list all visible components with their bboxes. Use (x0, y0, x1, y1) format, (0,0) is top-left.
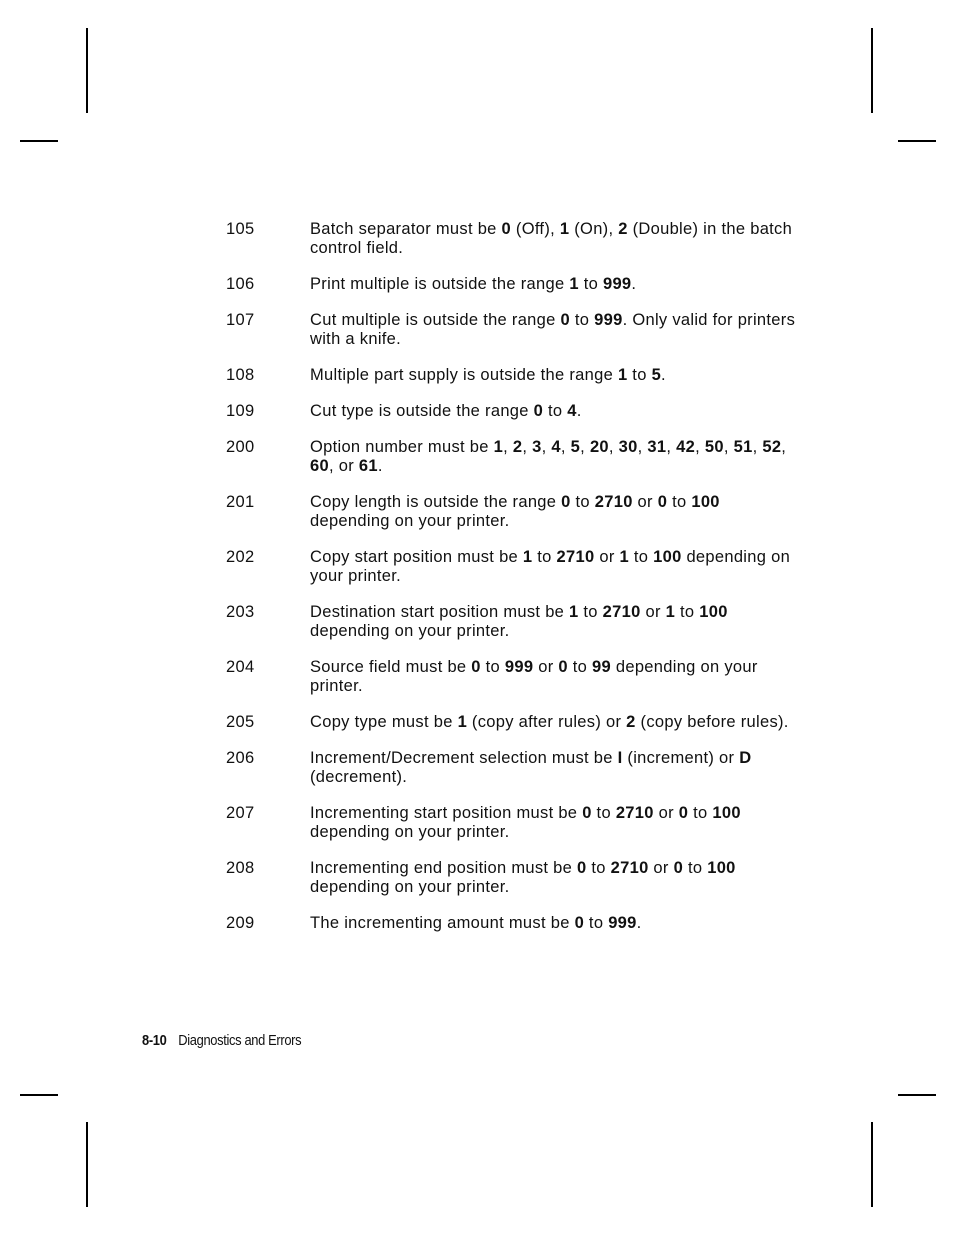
description-text: . (636, 914, 642, 932)
error-description (310, 220, 796, 258)
description-text: depending on your printer. (310, 823, 510, 841)
description-text: or (632, 493, 658, 511)
description-text: to (591, 804, 616, 822)
error-description (310, 914, 796, 933)
value-bold: 51 (733, 438, 753, 456)
value-bold: 2710 (610, 859, 649, 877)
value-bold: 100 (653, 548, 682, 566)
value-bold: 100 (707, 859, 736, 877)
description-text: to (567, 658, 593, 676)
page-number: 8-10 (142, 1032, 167, 1049)
description-text: depending on your printer. (310, 658, 758, 695)
description-text: . Only valid for printers with a knife. (310, 311, 796, 348)
description-text: depending on your printer. (310, 512, 510, 530)
value-bold: 0 (561, 493, 571, 511)
value-bold: 0 (533, 402, 544, 420)
description-text: to (628, 548, 654, 566)
value-bold: 31 (647, 438, 667, 456)
description-text: to (688, 804, 713, 822)
error-description (310, 493, 796, 531)
value-bold: 2 (626, 713, 636, 731)
value-bold: D (739, 749, 752, 767)
description-text: or (533, 658, 559, 676)
description-text: to (578, 603, 603, 621)
description-text: to (675, 603, 700, 621)
page-footer (142, 1032, 301, 1049)
value-bold: 0 (558, 658, 568, 676)
description-text: . (631, 275, 637, 293)
error-code: 208 (226, 859, 255, 877)
value-bold: 0 (471, 658, 481, 676)
value-bold: 0 (582, 804, 592, 822)
value-bold: 2710 (556, 548, 595, 566)
error-code: 107 (226, 311, 255, 329)
description-text: Incrementing end position must be (310, 859, 578, 877)
error-code: 108 (226, 366, 255, 384)
value-bold: 1 (522, 548, 533, 566)
description-text: (copy before rules). (635, 713, 789, 731)
value-bold: 2710 (594, 493, 633, 511)
description-text: to (683, 859, 708, 877)
description-text: , (503, 438, 513, 456)
description-text: or (648, 859, 674, 877)
crop-mark-top-right-horizontal (898, 140, 936, 142)
description-text: to (627, 366, 652, 384)
error-code: 109 (226, 402, 255, 420)
error-entry (226, 804, 796, 842)
value-bold: I (617, 749, 623, 767)
error-entry (226, 493, 796, 531)
description-text: to (578, 275, 603, 293)
error-entry (226, 603, 796, 641)
value-bold: 4 (551, 438, 561, 456)
value-bold: 3 (532, 438, 542, 456)
description-text: depending on your printer. (310, 622, 510, 640)
crop-mark-top-left-vertical (86, 28, 88, 113)
description-text: , (752, 438, 763, 456)
description-text: or (594, 548, 620, 566)
description-text: , (695, 438, 705, 456)
value-bold: 1 (457, 713, 468, 731)
description-text: Print multiple is outside the range (310, 275, 570, 293)
error-code: 200 (226, 438, 255, 456)
description-text: Option number must be (310, 438, 494, 456)
value-bold: 99 (592, 658, 611, 676)
description-text: to (570, 493, 595, 511)
description-text: (decrement). (310, 768, 408, 786)
description-text: , (608, 438, 619, 456)
description-text: Source field must be (310, 658, 472, 676)
error-code-list (226, 220, 796, 950)
description-text: or (640, 603, 666, 621)
description-text: Copy start position must be (310, 548, 523, 566)
value-bold: 0 (560, 311, 570, 329)
description-text: (Double) in the batch control field. (310, 220, 793, 257)
value-bold: 42 (676, 438, 696, 456)
description-text: , (560, 438, 571, 456)
error-code: 205 (226, 713, 255, 731)
description-text: Copy length is outside the range (310, 493, 562, 511)
value-bold: 60 (310, 457, 329, 475)
value-bold: 1 (569, 603, 579, 621)
value-bold: 0 (501, 220, 512, 238)
error-entry (226, 658, 796, 696)
crop-mark-bottom-right-vertical (871, 1122, 873, 1207)
section-title: Diagnostics and Errors (178, 1032, 302, 1049)
error-entry (226, 220, 796, 258)
description-text: Destination start position must be (310, 603, 570, 621)
value-bold: 1 (665, 603, 676, 621)
error-description (310, 275, 796, 294)
value-bold: 1 (619, 548, 629, 566)
value-bold: 0 (657, 493, 668, 511)
error-entry (226, 749, 796, 787)
description-text: Multiple part supply is outside the range (310, 366, 618, 384)
description-text: (On), (569, 220, 619, 238)
description-text: to (532, 548, 557, 566)
error-entry (226, 366, 796, 385)
value-bold: 50 (704, 438, 724, 456)
description-text: to (584, 914, 609, 932)
value-bold: 5 (651, 366, 662, 384)
description-text: or (653, 804, 679, 822)
value-bold: 2710 (615, 804, 654, 822)
description-text: to (543, 402, 568, 420)
error-code: 206 (226, 749, 255, 767)
error-description (310, 438, 796, 476)
value-bold: 1 (569, 275, 579, 293)
value-bold: 52 (762, 438, 782, 456)
crop-mark-top-left-horizontal (20, 140, 58, 142)
value-bold: 30 (618, 438, 638, 456)
description-text: , (666, 438, 677, 456)
description-text: , (522, 438, 533, 456)
error-code: 203 (226, 603, 255, 621)
description-text: Increment/Decrement selection must be (310, 749, 618, 767)
value-bold: 2 (512, 438, 523, 456)
value-bold: 0 (577, 859, 587, 877)
description-text: to (667, 493, 692, 511)
description-text: Incrementing start position must be (310, 804, 583, 822)
error-entry (226, 548, 796, 586)
value-bold: 999 (594, 311, 623, 329)
crop-mark-bottom-right-horizontal (898, 1094, 936, 1096)
value-bold: 1 (617, 366, 628, 384)
error-entry (226, 859, 796, 897)
value-bold: 61 (358, 457, 378, 475)
error-code: 209 (226, 914, 255, 932)
description-text: , (781, 438, 787, 456)
description-text: , or (328, 457, 359, 475)
error-code: 204 (226, 658, 255, 676)
error-code: 202 (226, 548, 255, 566)
description-text: to (586, 859, 611, 877)
description-text: (increment) or (622, 749, 740, 767)
value-bold: 999 (602, 275, 632, 293)
description-text: Copy type must be (310, 713, 458, 731)
error-code: 201 (226, 493, 255, 511)
value-bold: 1 (493, 438, 504, 456)
description-text: depending on your printer. (310, 878, 510, 896)
error-description (310, 603, 796, 641)
description-text: Batch separator must be (310, 220, 502, 238)
description-text: Cut type is outside the range (310, 402, 534, 420)
description-text: , (723, 438, 734, 456)
description-text: , (637, 438, 648, 456)
description-text: depending on your printer. (310, 548, 791, 585)
description-text: Cut multiple is outside the range (310, 311, 561, 329)
description-text: (Off), (511, 220, 560, 238)
error-description (310, 548, 796, 586)
value-bold: 20 (589, 438, 609, 456)
value-bold: 0 (673, 859, 684, 877)
value-bold: 2 (618, 220, 628, 238)
value-bold: 4 (567, 402, 577, 420)
error-entry (226, 311, 796, 349)
description-text: to (569, 311, 595, 329)
error-code: 105 (226, 220, 255, 238)
error-entry (226, 275, 796, 294)
description-text: . (377, 457, 383, 475)
crop-mark-bottom-left-vertical (86, 1122, 88, 1207)
error-description (310, 804, 796, 842)
crop-mark-top-right-vertical (871, 28, 873, 113)
error-description (310, 713, 796, 732)
value-bold: 0 (574, 914, 585, 932)
value-bold: 999 (504, 658, 534, 676)
error-description (310, 658, 796, 696)
description-text: (copy after rules) or (467, 713, 627, 731)
value-bold: 100 (699, 603, 728, 621)
value-bold: 2710 (602, 603, 641, 621)
description-text: The incrementing amount must be (310, 914, 575, 932)
value-bold: 999 (608, 914, 637, 932)
value-bold: 1 (559, 220, 570, 238)
value-bold: 0 (678, 804, 689, 822)
crop-mark-bottom-left-horizontal (20, 1094, 58, 1096)
error-entry (226, 713, 796, 732)
error-description (310, 311, 796, 349)
value-bold: 100 (691, 493, 720, 511)
error-description (310, 859, 796, 897)
error-description (310, 749, 796, 787)
value-bold: 100 (712, 804, 741, 822)
value-bold: 5 (570, 438, 581, 456)
error-entry (226, 914, 796, 933)
error-entry (226, 402, 796, 421)
error-code: 106 (226, 275, 255, 293)
error-code: 207 (226, 804, 255, 822)
error-description (310, 366, 796, 385)
description-text: . (576, 402, 582, 420)
error-description (310, 402, 796, 421)
description-text: to (480, 658, 505, 676)
error-entry (226, 438, 796, 476)
description-text: . (661, 366, 666, 384)
description-text: , (541, 438, 552, 456)
description-text: , (580, 438, 590, 456)
